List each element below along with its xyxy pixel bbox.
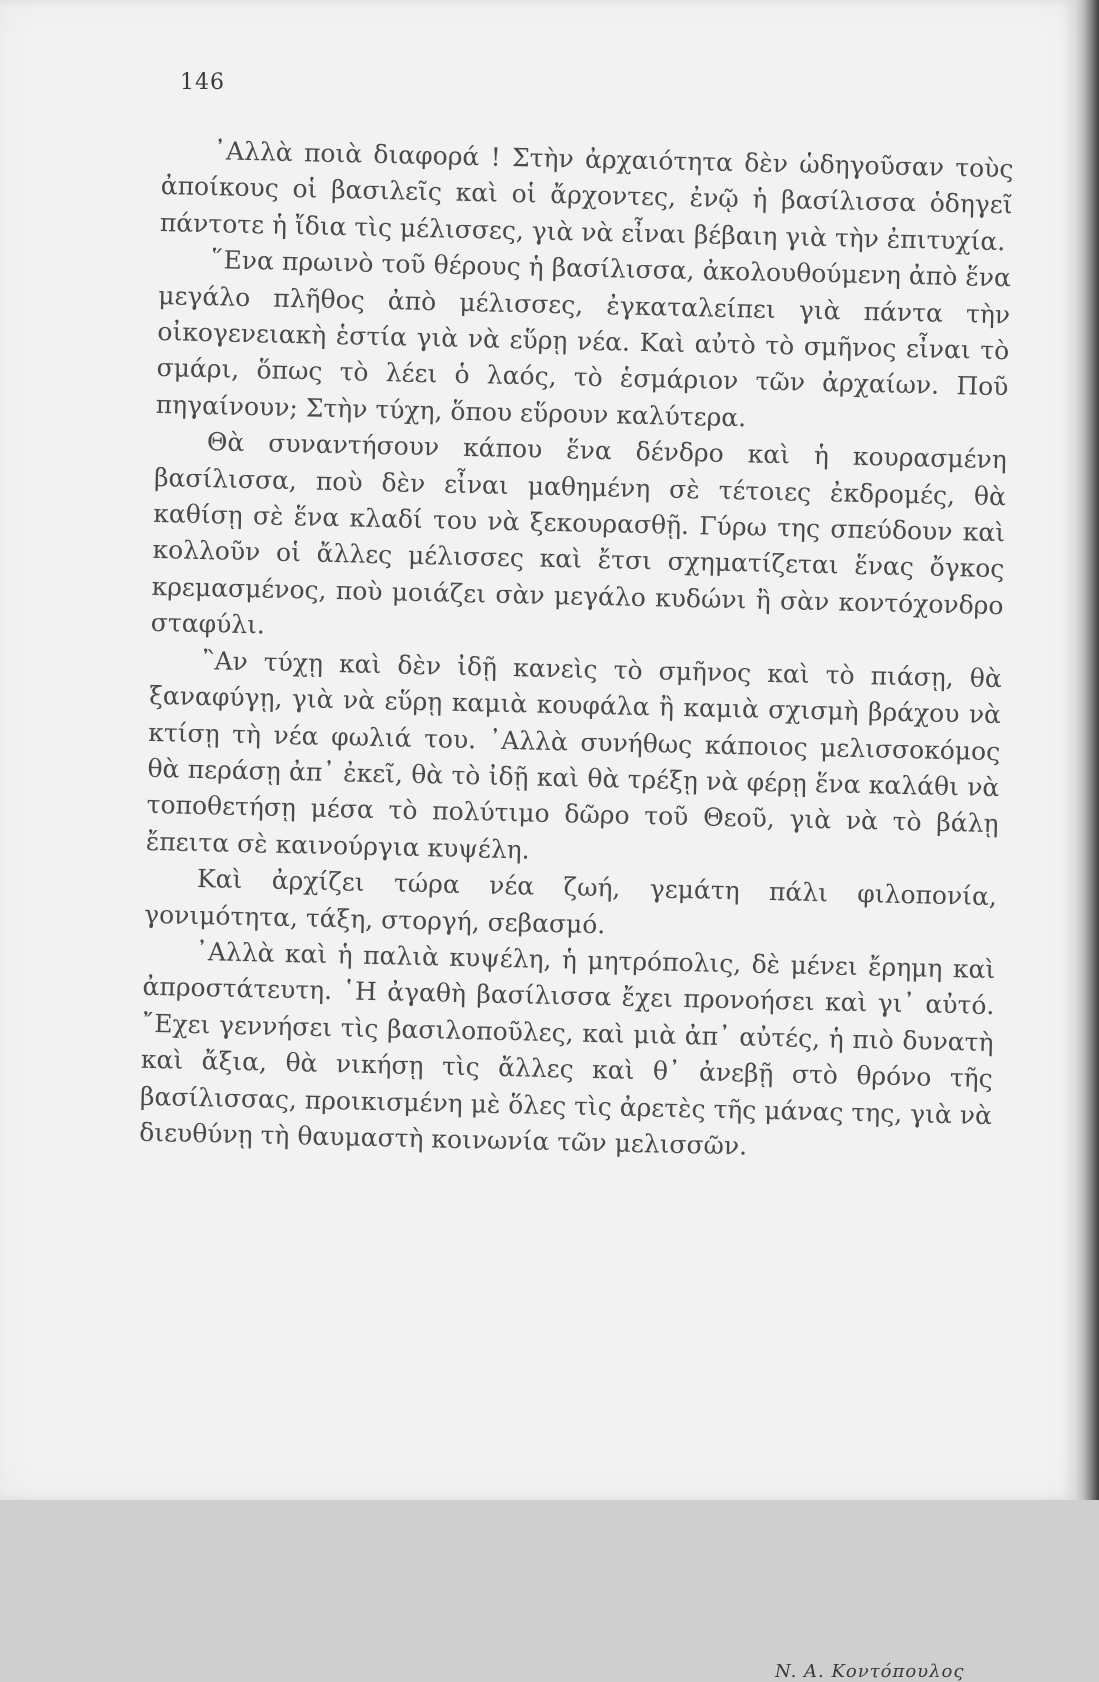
- paragraph: Θὰ συναντήσουν κάπου ἕνα δένδρο καὶ ἡ κουρασμένη βασίλισσα, ποὺ δὲν εἶναι μαθημένη σὲ τέτοιες ἐκδρομές, θὰ καθίσῃ σὲ ἕνα κλαδί του νὰ ξεκουρασθῇ. Γύρω της σπεύδουν καὶ κολλοῦν οἱ ἄλλες μέλισσες καὶ ἔτσι σχηματίζεται ἕνας ὄγκος κρεμασμένος, ποὺ μοιάζει σὰν μεγάλο κυδώνι ἢ σὰν κοντόχονδρο σταφύλι.: [150, 427, 1008, 640]
- body-text: [139, 132, 1014, 1170]
- author-signature: N. A. Κοντόπουλος: [775, 1661, 965, 1682]
- paragraph: ᾿Αλλὰ καὶ ἡ παλιὰ κυψέλη, ἡ μητρόπολις, δὲ μένει ἔρημη καὶ ἀπροστάτευτη. ῾Η ἀγαθὴ βασίλισσα ἔχει προνοήσει καὶ γι᾿ αὐτό. ῎Εχει γεννήσει τὶς βασιλοποῦλες, καὶ μιὰ ἀπ᾿ αὐτές, ἡ πιὸ δυνατὴ καὶ ἄξια, θὰ νικήσῃ τὶς ἄλλες καὶ θ᾿ ἀνεβῇ στὸ θρόνο τῆς βασίλισσας, προικισμένη μὲ ὅλες τὶς ἀρετὲς τῆς μάνας της, γιὰ νὰ διευθύνῃ τὴ θαυμαστὴ κοινωνία τῶν μελισσῶν.: [138, 936, 996, 1161]
- paragraph: ᾿Αλλὰ ποιὰ διαφορά ! Στὴν ἀρχαιότητα δὲν ὡδηγοῦσαν τοὺς ἀποίκους οἱ βασιλεῖς καὶ οἱ ἄρχοντες, ἐνῷ ἡ βασίλισσα ὁδηγεῖ πάντοτε ἡ ἴδια τὶς μέλισσες, γιὰ νὰ εἶναι βέβαιη γιὰ τὴν ἐπιτυχία.: [159, 136, 1014, 256]
- page-number: 146: [180, 70, 225, 95]
- paragraph: ῞Ενα πρωινὸ τοῦ θέρους ἡ βασίλισσα, ἀκολουθούμενη ἀπὸ ἕνα μεγάλο πλῆθος ἀπὸ μέλισσες, ἐγκαταλείπει γιὰ πάντα τὴν οἰκογενειακὴ ἑστία γιὰ νὰ εὕρῃ νέα. Καὶ αὐτὸ τὸ σμῆνος εἶναι τὸ σμάρι, ὅπως τὸ λέει ὁ λαός, τὸ ἑσμάριον τῶν ἀρχαίων. Ποῦ πηγαίνουν; Στὴν τύχη, ὅπου εὕρουν καλύτερα.: [155, 245, 1012, 433]
- paragraph: ῍Αν τύχῃ καὶ δὲν ἰδῇ κανεὶς τὸ σμῆνος καὶ τὸ πιάσῃ, θὰ ξαναφύγῃ, γιὰ νὰ εὕρῃ καμιὰ κουφάλα ἢ καμιὰ σχισμὴ βράχου νὰ κτίσῃ τὴ νέα φωλιά του. ᾿Αλλὰ συνήθως κάποιος μελισσοκόμος θὰ περάσῃ ἀπ᾿ ἐκεῖ, θὰ τὸ ἰδῇ καὶ θὰ τρέξῃ νὰ φέρῃ ἕνα καλάθι νὰ τοποθετήσῃ μέσα τὸ πολύτιμο δῶρο τοῦ Θεοῦ, γιὰ νὰ τὸ βάλῃ ἔπειτα σὲ καινούργια κυψέλη.: [145, 645, 1003, 865]
- book-spine-edge: [1075, 0, 1099, 1500]
- paragraph: Καὶ ἀρχίζει τώρα νέα ζωή, γεμάτη πάλι φιλοπονία, γονιμότητα, τάξη, στοργή, σεβασμό.: [143, 864, 998, 939]
